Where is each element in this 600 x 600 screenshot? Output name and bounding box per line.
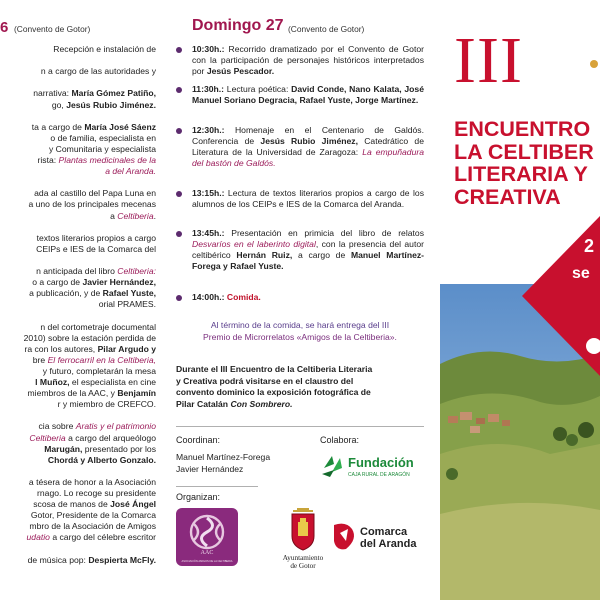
left-program-line: CEIPs e IES de la Comarca del [36,243,156,254]
item-names: David Conde, Nano Kalata, José Manuel Soriano Degracia, Rafael Yuste, Jorge Martínez. [192,84,424,106]
item-text: a cargo de [292,250,351,261]
comarca-aranda-logo [332,519,432,555]
left-program-line: y futuro, completarán la mesa [42,365,156,376]
fields [440,503,600,600]
left-day-title: 6 [0,19,9,36]
exhibition-author: Pilar Catalán [176,398,231,409]
organizers-label: Organizan: [176,492,221,502]
left-program-line: Marugán, presentado por los [44,443,156,454]
left-program-line: a publicación, y de Rafael Yuste, [29,288,156,299]
time-label: 10:30h.: [192,44,225,54]
award-note-line: Al término de la comida, se hará entrega del III [210,320,390,330]
time-label: 13:15h.: [192,188,225,198]
left-program-line: a del Aranda. [105,166,156,177]
left-program-line: a uno de los principales mecenas [28,199,156,210]
fundacion-leaf-icon [322,456,342,477]
program-item-1230 [176,125,424,169]
bullet-icon [176,47,182,53]
venue-label: (Convento de Gotor) [288,24,365,34]
title-line: LA CELTIBER [454,139,594,164]
left-program-line: textos literarios propios a cargo [36,232,156,243]
title-line: CREATIVA [454,184,561,209]
award-note [176,320,424,343]
left-program-line: orial PRAMES. [98,299,156,310]
item-text: Lectura poética: [224,84,292,94]
item-text: Homenaje en el Centenario de Galdós. Conferencia de [192,125,424,147]
item-names: Jesús Pescador. [206,66,275,77]
date-diamond [522,216,600,376]
time-label: 11:30h.: [192,84,225,94]
collaborator-label: Colabora: [320,435,360,445]
comarca-line-1: Comarca [360,526,408,538]
top-right-ornament-icon [590,60,598,68]
exhibition-line: y Creativa podrá visitarse en el claustro del [176,375,354,386]
left-program-line: ta a cargo de María José Sáenz [31,121,156,132]
left-program-line: cia sobre Aratis y el patrimonio [38,421,156,432]
left-panel [0,0,160,600]
left-program-line: 2010) sobre la estación perdida de [23,332,156,343]
left-program-line: Chordá y Alberto Gonzalo. [47,454,156,465]
left-program-line: scosa de manos de José Ángel [33,499,156,510]
fund-sub: CAJA RURAL DE ARAGÓN [348,472,410,478]
ayuntamiento-gotor-logo [276,506,330,570]
program-item-1130 [176,84,424,106]
time-label: 12:30h.: [192,125,225,135]
asoc-letters: AAC [200,550,214,556]
left-program-line: Gotor, Presidente de la Comarca [30,510,156,521]
bullet-icon [176,87,182,93]
fundacion-caja-rural-logo [320,450,430,480]
exhibition-line [176,399,424,411]
left-program-line: n a cargo de las autoridades y [40,66,156,77]
left-program-line: a tésera de honor a la Asociación [28,476,156,487]
event-title [454,118,600,208]
right-panel [440,0,600,600]
left-program-line: udatio a cargo del célebre escritor [26,532,156,543]
bullet-icon [176,231,182,237]
bullet-icon [176,191,182,197]
left-program-line: Celtiberia a cargo del arqueólogo [29,432,156,443]
left-program-line: mbro de la Asociación de Amigos [29,521,156,532]
left-program-line: y Comunitaria y especialista [49,143,156,154]
item-text: Recorrido dramatizado por el Convento de Gotor con la participación de personajes históricos interpretados por [192,44,424,77]
comarca-line-2: del Aranda [360,538,417,550]
exhibition-title: Con Sombrero. [230,398,293,409]
fund-name: Fundación [348,455,414,470]
day-title: Domingo 27 [192,17,284,34]
left-program-line: go, Jesús Rubio Jiménez. [51,99,156,110]
left-program-line: de música pop: Despierta McFly. [27,554,156,565]
left-program-line: r y miembro de CREFCO. [57,399,156,410]
left-program-line: bre El ferrocarril en la Celtiberia, [32,354,156,365]
title-line: LITERARIA Y [454,162,588,186]
item-names: Jesús Rubio Jiménez, [260,136,358,147]
program-item-1345 [176,228,424,272]
date-day-fragment: 2 [584,236,595,256]
left-program-line: a Celtiberia. [110,210,156,221]
title-line: ENCUENTRO [454,117,591,141]
time-label: 14:00h.: [192,292,225,302]
left-program-line: n del cortometraje documental [40,321,156,332]
item-text: Catedrático de Literatura de la Universidad de Zaragoza: [192,136,424,158]
exhibition-line: Durante el III Encuentro de la Celtiberia Literaria [176,364,373,374]
left-program-line: ada al castillo del Papa Luna en [34,188,156,199]
left-program-line: miembros de la AAC, y Benjamín [27,388,156,399]
time-label: 13:45h.: [192,228,225,238]
asoc-swirl-icon [191,516,223,548]
program-item-1030 [176,44,424,77]
left-program-line: rista: Plantas medicinales de la [37,155,156,165]
coordinator-name: Manuel Martínez-Forega [176,452,271,462]
left-program-line: narrativa: María Gómez Patiño, [33,88,156,99]
item-title: La empuñadura del bastón de Galdós. [192,147,425,169]
item-text: Lectura de textos literarios propios a cargo de los alumnos de los CEIPs e IES de la Comarca del Aranda. [192,188,424,210]
left-program-line: o a cargo de Javier Hernández, [32,277,156,288]
exhibition-note [176,364,424,410]
section-divider [176,426,424,427]
comarca-shape-icon [334,524,354,550]
ayto-line-1: Ayuntamiento [282,554,324,562]
left-program-line: n anticipada del libro Celtiberia: [36,266,156,276]
left-program-line: Recepción e instalación de [53,44,156,54]
coordinators-names [176,452,270,475]
item-text: , con la presencia del autor celtibérico [192,239,424,261]
ayto-line-2: de Gotor [290,562,316,570]
left-program-line: ra con los autores, Pilar Argudo y [24,343,156,354]
edition-numeral: III [454,24,523,97]
item-text: Presentación en primicia del libro de relatos [224,228,424,238]
item-names: Hernán Ruiz, [236,250,293,261]
lunch-label: Comida. [226,292,261,302]
asociacion-amigos-celtiberia-logo [176,508,238,566]
left-program-line: o de familia, especialista en [50,132,156,143]
left-program-line: l Muñoz, el especialista en cine [35,377,156,387]
section-divider [176,486,258,487]
coat-of-arms-icon [292,508,314,550]
coordinator-name: Javier Hernández [176,463,244,474]
left-venue: (Convento de Gotor) [14,24,91,34]
item-names: Manuel Martínez-Forega y Rafael Yuste. [192,250,425,272]
award-note-line: Premio de Microrrelatos «Amigos de la Celtiberia». [203,331,397,342]
left-program-line: rnago. Lo recoge su presidente [37,488,156,498]
exhibition-line: convento dominico la exposición fotográfica de [176,387,371,397]
date-month-fragment: se [572,265,590,282]
program-item-1400 [176,292,424,303]
item-title: Desvaríos en el laberinto digital [192,239,316,250]
bullet-icon [176,128,182,134]
asoc-caption: ASOCIACIÓN AMIGOS DE LA CELTIBERIA [181,560,233,563]
middle-panel [160,0,440,600]
coordinators-label: Coordinan: [176,435,221,445]
bullet-icon [176,295,182,301]
program-item-1315 [176,188,424,210]
